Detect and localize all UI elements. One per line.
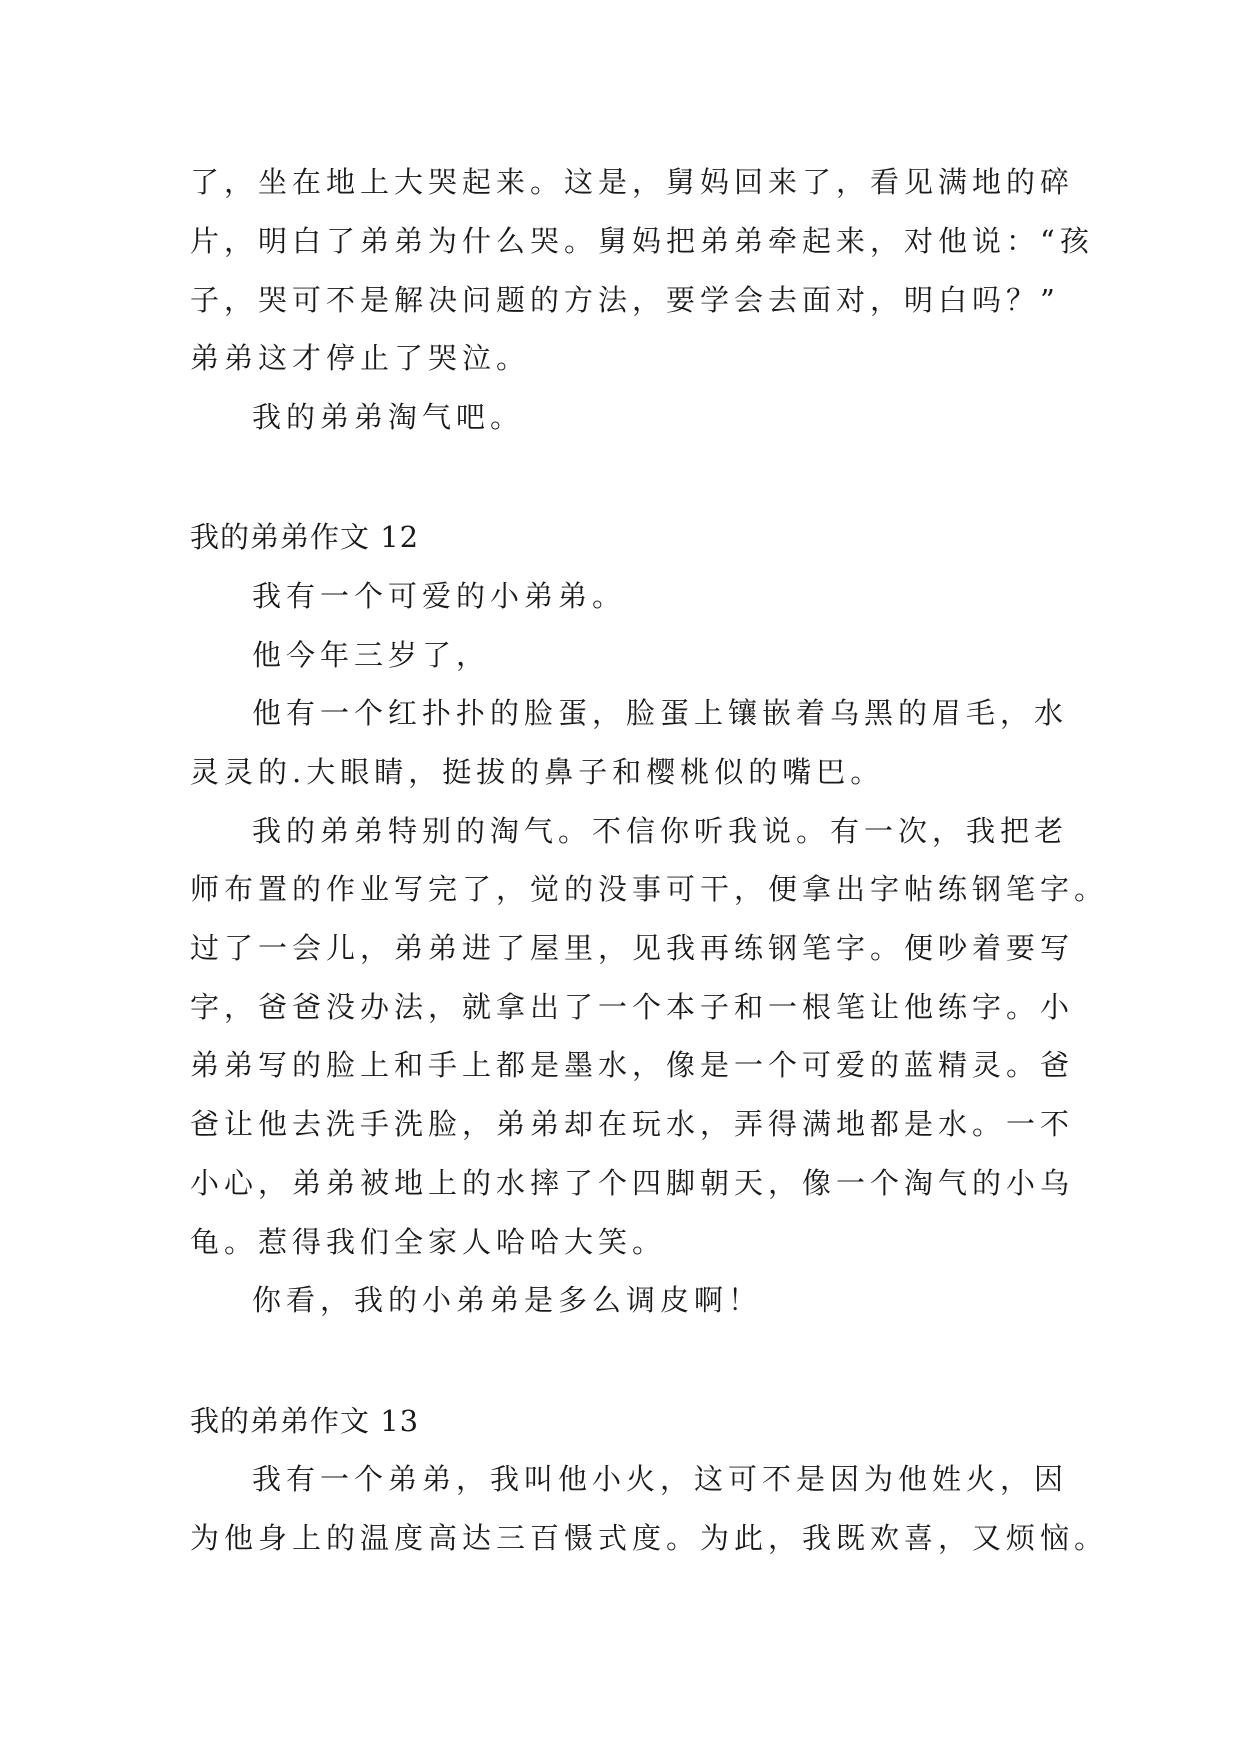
paragraph-line: 弟弟写的脸上和手上都是墨水，像是一个可爱的蓝精灵。爸	[190, 1048, 1075, 1082]
paragraph-line: 灵灵的.大眼睛，挺拔的鼻子和樱桃似的嘴巴。	[190, 755, 885, 789]
paragraph-line: 师布置的作业写完了，觉的没事可干，便拿出字帖练钢笔字。	[190, 872, 1109, 906]
paragraph-line: 他有一个红扑扑的脸蛋，脸蛋上镶嵌着乌黑的眉毛，水	[252, 696, 1069, 730]
paragraph-line: 弟弟这才停止了哭泣。	[190, 341, 531, 375]
paragraph-line: 为他身上的温度高达三百慑式度。为此，我既欢喜，又烦恼。	[190, 1521, 1109, 1555]
paragraph-line: 我的弟弟特别的淘气。不信你听我说。有一次，我把老	[252, 814, 1069, 848]
paragraph-line: 字，爸爸没办法，就拿出了一个本子和一根笔让他练字。小	[190, 990, 1075, 1024]
paragraph-line: 小心，弟弟被地上的水摔了个四脚朝天，像一个淘气的小乌	[190, 1166, 1075, 1200]
section-heading: 我的弟弟作文 12	[190, 520, 420, 554]
paragraph-line: 子，哭可不是解决问题的方法，要学会去面对，明白吗？”	[190, 283, 1060, 317]
section-heading: 我的弟弟作文 13	[190, 1404, 420, 1438]
paragraph-line: 龟。惹得我们全家人哈哈大笑。	[190, 1225, 667, 1259]
paragraph-line: 我有一个可爱的小弟弟。	[252, 579, 627, 613]
paragraph-line: 我的弟弟淘气吧。	[252, 400, 525, 434]
paragraph-line: 他今年三岁了，	[252, 638, 491, 672]
paragraph-line: 我有一个弟弟，我叫他小火，这可不是因为他姓火，因	[252, 1462, 1069, 1496]
paragraph-line: 你看，我的小弟弟是多么调皮啊！	[252, 1283, 763, 1317]
paragraph-line: 片，明白了弟弟为什么哭。舅妈把弟弟牵起来，对他说：“孩	[190, 224, 1094, 258]
paragraph-line: 爸让他去洗手洗脸，弟弟却在玩水，弄得满地都是水。一不	[190, 1107, 1075, 1141]
paragraph-line: 了，坐在地上大哭起来。这是，舅妈回来了，看见满地的碎	[190, 165, 1075, 199]
paragraph-line: 过了一会儿，弟弟进了屋里，见我再练钢笔字。便吵着要写	[190, 931, 1075, 965]
